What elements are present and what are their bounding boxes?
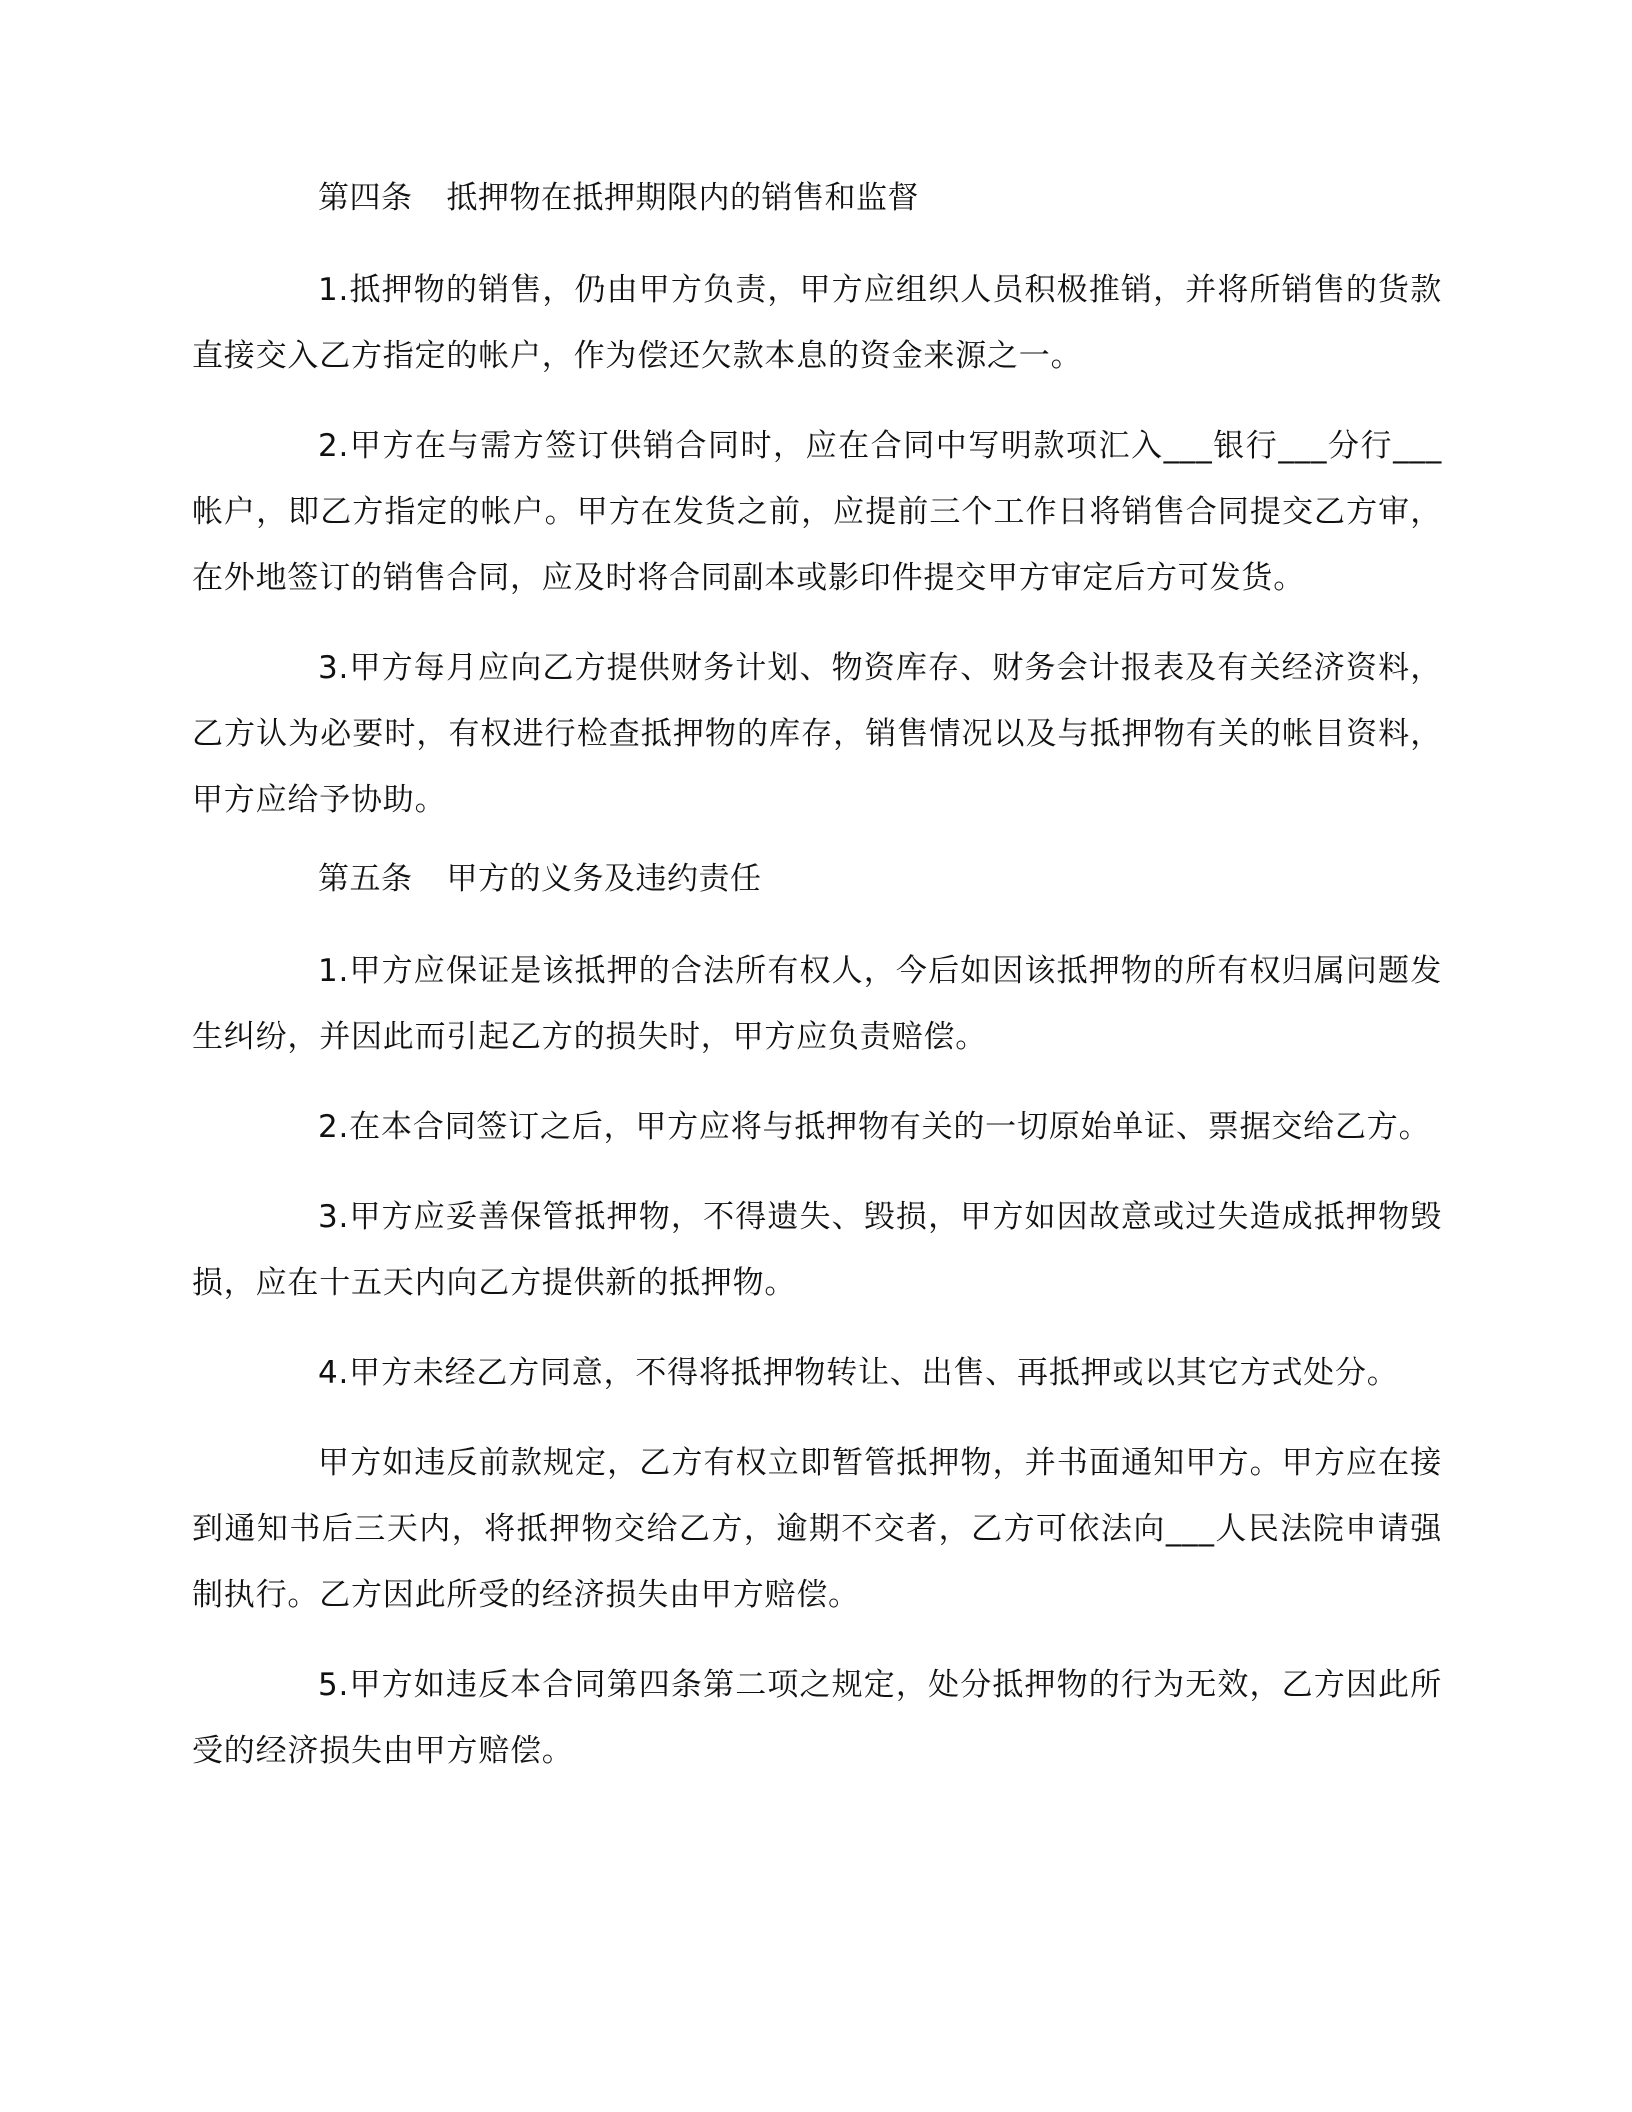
article-4-title: 抵押物在抵押期限内的销售和监督 [446,180,919,216]
article-5-title: 甲方的义务及违约责任 [446,861,762,897]
article-4-clause-1: 1.抵押物的销售，仍由甲方负责，甲方应组织人员积极推销，并将所销售的货款直接交入乙方指定的帐户，作为偿还欠款本息的资金来源之一。 [192,272,1442,374]
article-4-clause-2: 2.甲方在与需方签订供销合同时，应在合同中写明款项汇入___银行___分行___帐户，即乙方指定的帐户。甲方在发货之前，应提前三个工作日将销售合同提交乙方审，在外地签订的销售合同，应及时将合同副本或影印件提交甲方审定后方可发货。 [192,428,1442,596]
article-4-clause-3: 3.甲方每月应向乙方提供财务计划、物资库存、财务会计报表及有关经济资料，乙方认为必要时，有权进行检查抵押物的库存，销售情况以及与抵押物有关的帐目资料，甲方应给予协助。 [192,650,1442,818]
article-5-clause-3: 3.甲方应妥善保管抵押物，不得遗失、毁损，甲方如因故意或过失造成抵押物毁损，应在十五天内向乙方提供新的抵押物。 [192,1199,1442,1301]
article-5-clause-5: 5.甲方如违反本合同第四条第二项之规定，处分抵押物的行为无效，乙方因此所受的经济损失由甲方赔偿。 [192,1667,1442,1769]
article-5-clause-4: 4.甲方未经乙方同意，不得将抵押物转让、出售、再抵押或以其它方式处分。 [318,1355,1399,1391]
article-5-clause-2: 2.在本合同签订之后，甲方应将与抵押物有关的一切原始单证、票据交给乙方。 [318,1109,1431,1145]
article-4-number: 第四条 [318,180,413,216]
article-5-number: 第五条 [318,861,413,897]
article-4-heading [192,176,1442,220]
article-5-heading [192,857,1442,901]
article-5-clause-4-supplement: 甲方如违反前款规定，乙方有权立即暂管抵押物，并书面通知甲方。甲方应在接到通知书后三天内，将抵押物交给乙方，逾期不交者，乙方可依法向___人民法院申请强制执行。乙方因此所受的经济损失由甲方赔偿。 [192,1445,1442,1613]
contract-page [192,176,1442,1808]
article-5-clause-1: 1.甲方应保证是该抵押的合法所有权人，今后如因该抵押物的所有权归属问题发生纠纷，并因此而引起乙方的损失时，甲方应负责赔偿。 [192,953,1442,1055]
